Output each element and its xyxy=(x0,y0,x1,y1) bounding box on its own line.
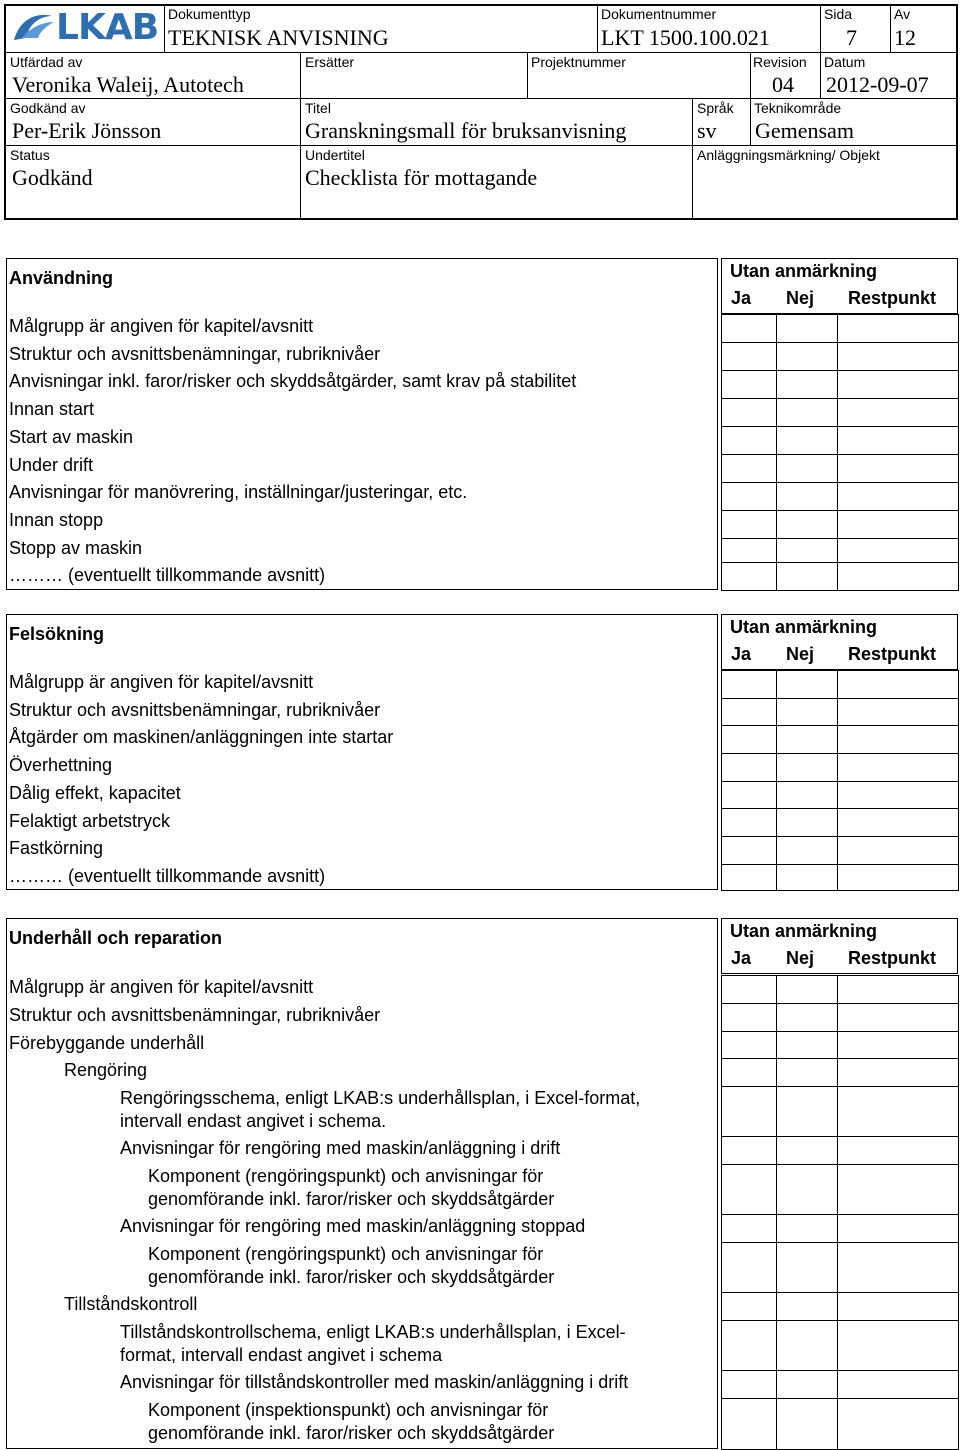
restpunkt-cell[interactable] xyxy=(837,1214,959,1243)
checklist-row: Målgrupp är angiven för kapitel/avsnitt xyxy=(9,977,314,997)
godkand-av-value: Per-Erik Jönsson xyxy=(12,118,162,143)
ja-checkbox-cell[interactable] xyxy=(721,1292,777,1321)
checklist-row: intervall endast angivet i schema. xyxy=(120,1111,387,1131)
titel-label: Titel xyxy=(305,100,331,116)
ja-header: Ja xyxy=(731,288,752,308)
nej-checkbox-cell[interactable] xyxy=(776,562,838,591)
ja-checkbox-cell[interactable] xyxy=(721,482,777,511)
nej-checkbox-cell[interactable] xyxy=(776,1058,838,1087)
ja-checkbox-cell[interactable] xyxy=(721,725,777,754)
checklist-row: Stopp av maskin xyxy=(9,537,143,558)
checklist-row: Förebyggande underhåll xyxy=(9,1033,205,1053)
restpunkt-cell[interactable] xyxy=(837,1003,959,1032)
logo-text: LKAB xyxy=(56,7,159,48)
section-title: Felsökning xyxy=(9,624,105,644)
restpunkt-cell[interactable] xyxy=(837,1086,959,1137)
ja-checkbox-cell[interactable] xyxy=(721,398,777,427)
checklist-row: Anvisningar inkl. faror/risker och skyddsåtgärder, samt krav på stabilitet xyxy=(9,371,577,392)
utfardad-av-label: Utfärdad av xyxy=(10,54,83,70)
nej-checkbox-cell[interactable] xyxy=(776,1003,838,1032)
restpunkt-cell[interactable] xyxy=(837,314,959,343)
restpunkt-header: Restpunkt xyxy=(848,288,937,308)
checklist-row: Anvisningar för tillståndskontroller med maskin/anläggning i drift xyxy=(120,1372,629,1392)
ja-checkbox-cell[interactable] xyxy=(721,1370,777,1399)
nej-header: Nej xyxy=(786,288,815,308)
nej-checkbox-cell[interactable] xyxy=(776,698,838,726)
restpunkt-cell[interactable] xyxy=(837,398,959,427)
checklist-row: Komponent (rengöringspunkt) och anvisningar för xyxy=(148,1166,544,1186)
restpunkt-cell[interactable] xyxy=(837,510,959,539)
undertitel-value: Checklista för mottagande xyxy=(305,165,538,190)
restpunkt-cell[interactable] xyxy=(837,1031,959,1059)
status-value: Godkänd xyxy=(12,165,93,190)
restpunkt-cell[interactable] xyxy=(837,1136,959,1165)
nej-checkbox-cell[interactable] xyxy=(776,1164,838,1215)
nej-checkbox-cell[interactable] xyxy=(776,753,838,782)
utan-anmarkning-header: Utan anmärkning xyxy=(730,261,878,281)
projektnummer-label: Projektnummer xyxy=(531,54,626,70)
restpunkt-cell[interactable] xyxy=(837,1058,959,1087)
datum-label: Datum xyxy=(824,54,866,70)
ja-checkbox-cell[interactable] xyxy=(721,1003,777,1032)
revision-value: 04 xyxy=(772,72,794,97)
checklist-row: genomförande inkl. faror/risker och skyddsåtgärder xyxy=(148,1189,555,1209)
sprak-label: Språk xyxy=(697,100,734,116)
restpunkt-cell[interactable] xyxy=(837,1370,959,1399)
ja-checkbox-cell[interactable] xyxy=(721,836,777,865)
checklist-row: Struktur och avsnittsbenämningar, rubriknivåer xyxy=(9,699,381,720)
checklist-row: Struktur och avsnittsbenämningar, rubriknivåer xyxy=(9,1005,381,1025)
section-title: Underhåll och reparation xyxy=(9,928,223,948)
restpunkt-cell[interactable] xyxy=(837,1292,959,1321)
checklist-row: Start av maskin xyxy=(9,426,134,447)
checklist-row: Rengöringsschema, enligt LKAB:s underhållsplan, i Excel-format, xyxy=(120,1088,641,1108)
restpunkt-cell[interactable] xyxy=(837,670,959,699)
nej-checkbox-cell[interactable] xyxy=(776,670,838,699)
restpunkt-cell[interactable] xyxy=(837,482,959,511)
ersatter-label: Ersätter xyxy=(305,54,355,70)
ja-checkbox-cell[interactable] xyxy=(721,454,777,483)
checklist-row: Innan stopp xyxy=(9,509,104,530)
nej-checkbox-cell[interactable] xyxy=(776,342,838,371)
ja-checkbox-cell[interactable] xyxy=(721,370,777,399)
utan-anmarkning-header: Utan anmärkning xyxy=(730,921,878,941)
checklist-row: Målgrupp är angiven för kapitel/avsnitt xyxy=(9,316,314,336)
checklist-row: Målgrupp är angiven för kapitel/avsnitt xyxy=(9,672,314,692)
restpunkt-cell[interactable] xyxy=(837,454,959,483)
checklist-row: genomförande inkl. faror/risker och skyddsåtgärder xyxy=(148,1267,555,1287)
titel-value: Granskningsmall för bruksanvisning xyxy=(305,118,627,143)
restpunkt-cell[interactable] xyxy=(837,426,959,455)
restpunkt-cell[interactable] xyxy=(837,725,959,754)
dokumenttyp-value: TEKNISK ANVISNING xyxy=(168,25,389,50)
nej-checkbox-cell[interactable] xyxy=(776,975,838,1004)
ja-checkbox-cell[interactable] xyxy=(721,781,777,809)
nej-header: Nej xyxy=(786,644,815,664)
nej-checkbox-cell[interactable] xyxy=(776,808,838,837)
restpunkt-header: Restpunkt xyxy=(848,644,937,664)
ja-checkbox-cell[interactable] xyxy=(721,698,777,726)
status-label: Status xyxy=(10,147,50,163)
ja-checkbox-cell[interactable] xyxy=(721,426,777,455)
nej-checkbox-cell[interactable] xyxy=(776,864,838,891)
datum-value: 2012-09-07 xyxy=(826,72,929,97)
godkand-av-label: Godkänd av xyxy=(10,100,86,116)
nej-checkbox-cell[interactable] xyxy=(776,1242,838,1293)
ja-checkbox-cell[interactable] xyxy=(721,1058,777,1087)
checklist-row: Fastkörning xyxy=(9,838,104,859)
nej-checkbox-cell[interactable] xyxy=(776,1398,838,1450)
nej-checkbox-cell[interactable] xyxy=(776,1136,838,1165)
ja-checkbox-cell[interactable] xyxy=(721,1136,777,1165)
checklist-row: ……… (eventuellt tillkommande avsnitt) xyxy=(9,565,326,586)
checklist-row: Komponent (rengöringspunkt) och anvisningar för xyxy=(148,1244,544,1264)
ja-checkbox-cell[interactable] xyxy=(721,808,777,837)
av-label: Av xyxy=(894,6,911,22)
restpunkt-cell[interactable] xyxy=(837,1242,959,1293)
checklist-row: Dålig effekt, kapacitet xyxy=(9,782,181,803)
checklist-row: Anvisningar för rengöring med maskin/anläggning stoppad xyxy=(120,1216,586,1236)
ja-checkbox-cell[interactable] xyxy=(721,753,777,782)
sida-label: Sida xyxy=(824,6,853,22)
restpunkt-cell[interactable] xyxy=(837,975,959,1004)
checklist-row: Tillståndskontrollschema, enligt LKAB:s underhållsplan, i Excel- xyxy=(120,1322,626,1342)
nej-checkbox-cell[interactable] xyxy=(776,836,838,865)
nej-checkbox-cell[interactable] xyxy=(776,454,838,483)
utan-anmarkning-header: Utan anmärkning xyxy=(730,617,878,637)
nej-checkbox-cell[interactable] xyxy=(776,725,838,754)
ja-checkbox-cell[interactable] xyxy=(721,1242,777,1293)
dokumentnummer-value: LKT 1500.100.021 xyxy=(601,25,770,50)
checklist-row: Åtgärder om maskinen/anläggningen inte startar xyxy=(9,727,394,748)
ja-header: Ja xyxy=(731,644,752,664)
checklist-row: ……… (eventuellt tillkommande avsnitt) xyxy=(9,865,326,886)
nej-checkbox-cell[interactable] xyxy=(776,1320,838,1371)
restpunkt-cell[interactable] xyxy=(837,370,959,399)
ja-checkbox-cell[interactable] xyxy=(721,975,777,1004)
dokumentnummer-label: Dokumentnummer xyxy=(601,6,717,22)
nej-checkbox-cell[interactable] xyxy=(776,370,838,399)
restpunkt-cell[interactable] xyxy=(837,808,959,837)
checklist-row: Under drift xyxy=(9,454,94,475)
nej-checkbox-cell[interactable] xyxy=(776,510,838,539)
checklist-row: Anvisningar för rengöring med maskin/anläggning i drift xyxy=(120,1138,561,1158)
nej-checkbox-cell[interactable] xyxy=(776,1031,838,1059)
section-title: Användning xyxy=(9,268,113,288)
ja-checkbox-cell[interactable] xyxy=(721,1164,777,1215)
undertitel-label: Undertitel xyxy=(305,147,365,163)
restpunkt-cell[interactable] xyxy=(837,1164,959,1215)
restpunkt-cell[interactable] xyxy=(837,562,959,591)
nej-checkbox-cell[interactable] xyxy=(776,1292,838,1321)
ja-checkbox-cell[interactable] xyxy=(721,538,777,563)
nej-header: Nej xyxy=(786,948,815,968)
section-box xyxy=(6,614,718,890)
checklist-row: format, intervall endast angivet i schema xyxy=(120,1345,443,1365)
ja-checkbox-cell[interactable] xyxy=(721,562,777,591)
checklist-row: genomförande inkl. faror/risker och skyddsåtgärder xyxy=(148,1423,555,1443)
nej-checkbox-cell[interactable] xyxy=(776,1370,838,1399)
sida-value: 7 xyxy=(846,25,857,50)
anlaggning-label: Anläggningsmärkning/ Objekt xyxy=(697,147,880,163)
ja-checkbox-cell[interactable] xyxy=(721,1086,777,1137)
checklist-row: Rengöring xyxy=(64,1060,148,1080)
restpunkt-header: Restpunkt xyxy=(848,948,937,968)
checklist-row: Komponent (inspektionspunkt) och anvisningar för xyxy=(148,1400,549,1420)
nej-checkbox-cell[interactable] xyxy=(776,314,838,343)
sprak-value: sv xyxy=(697,118,717,143)
utfardad-av-value: Veronika Waleij, Autotech xyxy=(12,72,244,97)
ja-checkbox-cell[interactable] xyxy=(721,1320,777,1371)
checklist-row: Överhettning xyxy=(9,755,113,776)
ja-checkbox-cell[interactable] xyxy=(721,1398,777,1450)
nej-checkbox-cell[interactable] xyxy=(776,482,838,511)
restpunkt-cell[interactable] xyxy=(837,538,959,563)
checklist-row: Struktur och avsnittsbenämningar, rubriknivåer xyxy=(9,343,381,364)
checklist-row: Tillståndskontroll xyxy=(64,1294,198,1314)
restpunkt-cell[interactable] xyxy=(837,864,959,891)
nej-checkbox-cell[interactable] xyxy=(776,781,838,809)
teknikomrade-label: Teknikområde xyxy=(754,100,842,116)
checklist-row: Innan start xyxy=(9,399,95,420)
nej-checkbox-cell[interactable] xyxy=(776,398,838,427)
restpunkt-cell[interactable] xyxy=(837,1398,959,1450)
nej-checkbox-cell[interactable] xyxy=(776,1086,838,1137)
restpunkt-cell[interactable] xyxy=(837,753,959,782)
restpunkt-cell[interactable] xyxy=(837,342,959,371)
restpunkt-cell[interactable] xyxy=(837,698,959,726)
ja-checkbox-cell[interactable] xyxy=(721,342,777,371)
av-value: 12 xyxy=(894,25,916,50)
checklist-row: Anvisningar för manövrering, inställningar/justeringar, etc. xyxy=(9,482,468,503)
nej-checkbox-cell[interactable] xyxy=(776,1214,838,1243)
revision-label: Revision xyxy=(753,54,807,70)
ja-checkbox-cell[interactable] xyxy=(721,1031,777,1059)
ja-checkbox-cell[interactable] xyxy=(721,510,777,539)
restpunkt-cell[interactable] xyxy=(837,1320,959,1371)
restpunkt-cell[interactable] xyxy=(837,836,959,865)
lkab-logo xyxy=(12,8,160,48)
checklist-row: Felaktigt arbetstryck xyxy=(9,810,171,831)
teknikomrade-value: Gemensam xyxy=(755,118,854,143)
nej-checkbox-cell[interactable] xyxy=(776,426,838,455)
nej-checkbox-cell[interactable] xyxy=(776,538,838,563)
ja-checkbox-cell[interactable] xyxy=(721,864,777,891)
ja-checkbox-cell[interactable] xyxy=(721,1214,777,1243)
ja-header: Ja xyxy=(731,948,752,968)
ja-checkbox-cell[interactable] xyxy=(721,670,777,699)
restpunkt-cell[interactable] xyxy=(837,781,959,809)
ja-checkbox-cell[interactable] xyxy=(721,314,777,343)
dokumenttyp-label: Dokumenttyp xyxy=(168,6,251,22)
